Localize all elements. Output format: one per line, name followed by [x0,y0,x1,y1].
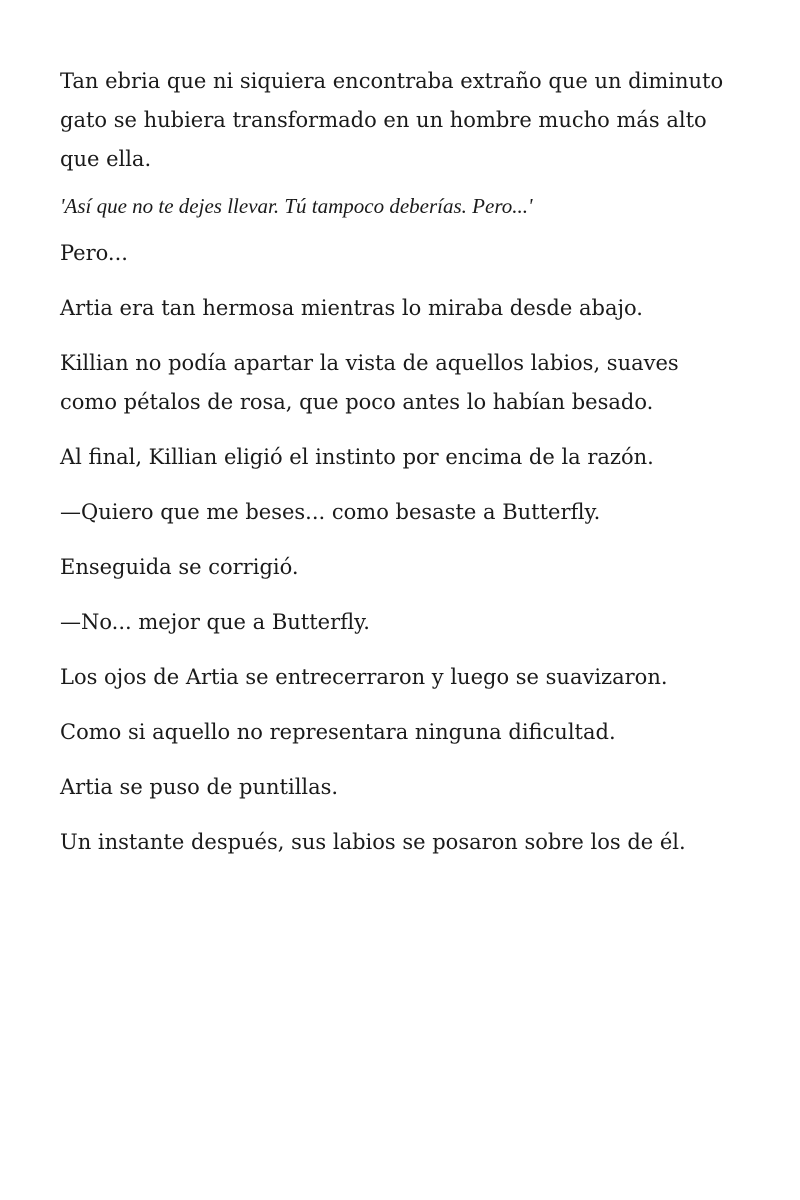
paragraph: Un instante después, sus labios se posaron sobre los de él. [60,830,686,854]
inner-thought-paragraph: 'Así que no te dejes llevar. Tú tampoco deberías. Pero...' [60,194,533,218]
paragraph: Pero... [60,241,128,265]
paragraph: Los ojos de Artia se entrecerraron y luego se suavizaron. [60,665,668,689]
dialogue-paragraph: —Quiero que me beses... como besaste a Butterfly. [60,500,601,524]
paragraph: Killian no podía apartar la vista de aquellos labios, suaves como pétalos de rosa, que poco antes lo habían besado. [60,351,679,414]
paragraph: Tan ebria que ni siquiera encontraba extraño que un diminuto gato se hubiera transformado en un hombre mucho más alto que ella. [60,69,724,171]
paragraph: Enseguida se corrigió. [60,555,299,579]
paragraph: Artia era tan hermosa mientras lo miraba desde abajo. [60,296,643,320]
paragraph: Al final, Killian eligió el instinto por encima de la razón. [60,445,654,469]
paragraph: Artia se puso de puntillas. [60,775,339,799]
dialogue-paragraph: —No... mejor que a Butterfly. [60,610,370,634]
paragraph: Como si aquello no representara ninguna dificultad. [60,720,616,744]
book-text-body [60,62,740,878]
